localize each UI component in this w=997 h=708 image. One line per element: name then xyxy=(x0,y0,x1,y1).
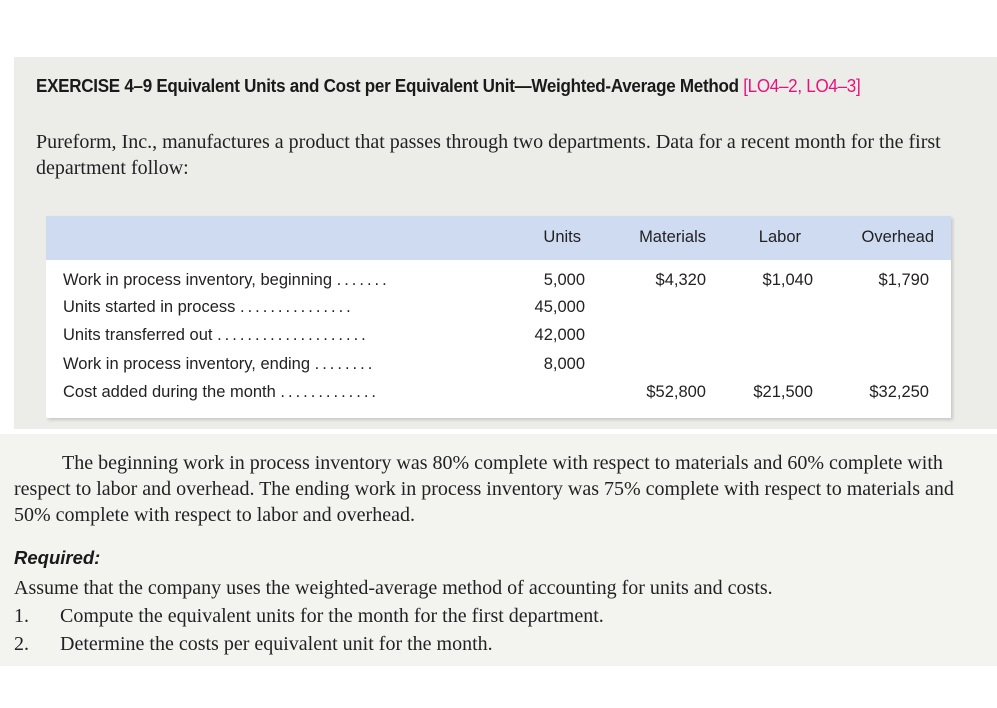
item-number: 1. xyxy=(14,605,29,627)
assumption-text: Assume that the company uses the weighted-average method of accounting for units and costs. xyxy=(14,577,773,599)
cell-units: 42,000 xyxy=(534,326,585,344)
cell-units: 8,000 xyxy=(543,355,585,373)
exercise-title xyxy=(36,74,882,98)
data-table xyxy=(46,216,951,418)
header-materials: Materials xyxy=(639,228,706,246)
row-label: Work in process inventory, beginning ....... xyxy=(63,271,390,289)
row-label: Units transferred out .................... xyxy=(63,326,369,344)
row-label: Units started in process ............... xyxy=(63,298,354,316)
cell-units: 5,000 xyxy=(543,271,585,289)
item-text: Compute the equivalent units for the month for the first department. xyxy=(60,605,604,627)
item-number: 2. xyxy=(14,633,29,655)
exercise-intro: Pureform, Inc., manufactures a product that passes through two departments. Data for a recent month for the first department follow: xyxy=(36,131,941,179)
row-label: Cost added during the month ............. xyxy=(63,383,380,401)
cell-overhead: $32,250 xyxy=(869,383,929,401)
cell-units: 45,000 xyxy=(534,298,585,316)
header-units: Units xyxy=(543,228,581,246)
cell-labor: $21,500 xyxy=(753,383,813,401)
row-label: Work in process inventory, ending ........ xyxy=(63,355,376,373)
required-heading: Required: xyxy=(14,547,101,568)
header-labor: Labor xyxy=(758,228,801,246)
list-item xyxy=(14,631,493,657)
table-header xyxy=(46,216,951,260)
cell-materials: $4,320 xyxy=(655,271,706,289)
cell-overhead: $1,790 xyxy=(878,271,929,289)
cell-materials: $52,800 xyxy=(646,383,706,401)
exercise-title-text: EXERCISE 4–9 Equivalent Units and Cost per Equivalent Unit—Weighted-Average Method xyxy=(36,75,744,96)
item-text: Determine the costs per equivalent unit for the month. xyxy=(60,633,493,655)
cell-labor: $1,040 xyxy=(762,271,813,289)
header-overhead: Overhead xyxy=(861,228,934,246)
learning-objective-ref: [LO4–2, LO4–3] xyxy=(743,75,861,96)
completion-paragraph: The beginning work in process inventory was 80% complete with respect to materials and 60% complete with respect to labor and overhead. The ending work in process inventory was 75% complete with respect to materials and 50% complete with respect to labor and overhead. xyxy=(14,452,954,526)
list-item xyxy=(14,603,604,629)
